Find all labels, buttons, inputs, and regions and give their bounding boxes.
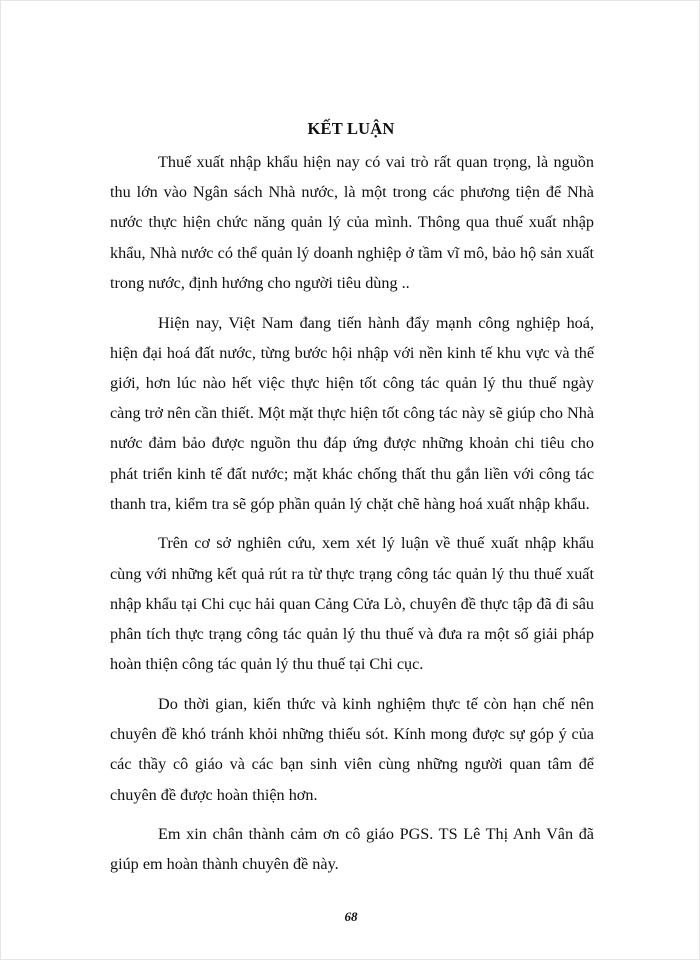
paragraph-3: Trên cơ sở nghiên cứu, xem xét lý luận về thuế xuất nhập khẩu cùng với những kết quả rút ra từ thực trạng công tác quản lý thu thuế xuất nhập khẩu tại Chi cục hải quan Cảng Cửa Lò, chuyên đề thực tập đã đi sâu phân tích thực trạng công tác quản lý thu thuế và đưa ra một số giải pháp hoàn thiện công tác quản lý thu thuế tại Chi cục. bbox=[110, 534, 594, 674]
paragraph-5: Em xin chân thành cảm ơn cô giáo PGS. TS Lê Thị Anh Vân đã giúp em hoàn thành chuyên đề này. bbox=[110, 825, 594, 874]
page-content bbox=[1, 1, 700, 961]
paragraph-2: Hiện nay, Việt Nam đang tiến hành đẩy mạnh công nghiệp hoá, hiện đại hoá đất nước, từng bước hội nhập với nền kinh tế khu vực và thế giới, hơn lúc nào hết việc thực hiện tốt công tác quản lý thu thuế ngày càng trở nên cần thiết. Một mặt thực hiện tốt công tác này sẽ giúp cho Nhà nước đảm bảo được nguồn thu đáp ứng được những khoản chi tiêu cho phát triển kinh tế đất nước; mặt khác chống thất thu gắn liền với công tác thanh tra, kiểm tra sẽ góp phần quản lý chặt chẽ hàng hoá xuất nhập khẩu. bbox=[110, 313, 594, 513]
document-body bbox=[110, 147, 594, 889]
page-title: KẾT LUẬN bbox=[307, 119, 395, 138]
paragraph-4: Do thời gian, kiến thức và kinh nghiệm thực tế còn hạn chế nên chuyên đề khó tránh khỏi những thiếu sót. Kính mong được sự góp ý của các thầy cô giáo và các bạn sinh viên cùng những người quan tâm để chuyên đề được hoàn thiện hơn. bbox=[110, 694, 594, 804]
paragraph-1: Thuế xuất nhập khẩu hiện nay có vai trò rất quan trọng, là nguồn thu lớn vào Ngân sách Nhà nước, là một trong các phương tiện để Nhà nước thực hiện chức năng quản lý của mình. Thông qua thuế xuất nhập khẩu, Nhà nước có thể quản lý doanh nghiệp ở tầm vĩ mô, bảo hộ sản xuất trong nước, định hướng cho người tiêu dùng .. bbox=[110, 153, 594, 292]
page-number: 68 bbox=[344, 909, 358, 924]
